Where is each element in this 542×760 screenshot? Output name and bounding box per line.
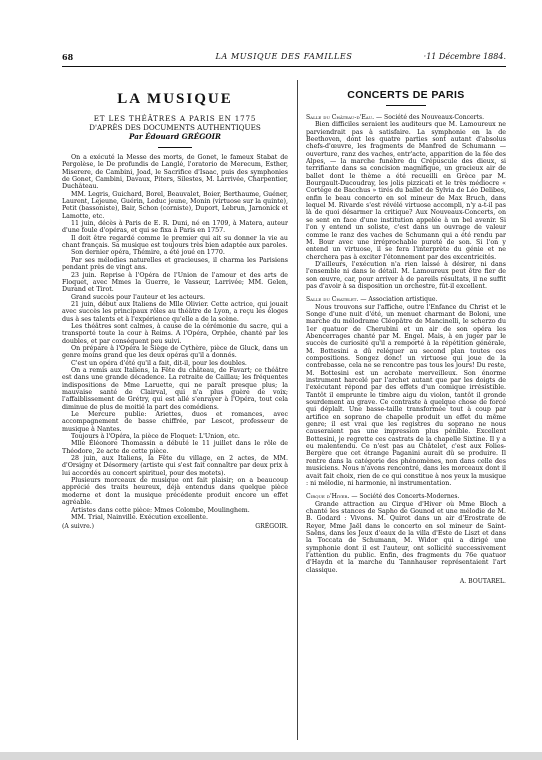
right-column-review: [306, 80, 506, 585]
article-paragraph: Par ses mélodies naturelles et gracieuses, il charma les Parisiens pendant près de vingt ans.: [62, 256, 288, 272]
page-number: 68: [62, 52, 74, 62]
review-paragraph: Nous trouvons sur l'affiche, outre l'Enfance du Christ et le Songe d'une nuit d'été, un menuet charmant de Boloni, une marche du mélodrame Cléopâtre de Mancinelli, le scherzo du 1er quatuor de Cherubini et un air de son opéra les Abencerrages chanté par M. Engel. Mais, à en juger par le succès de curiosité qu'il a remporté à la répétition générale, M. Bottesini a dû reléguer au second plan toutes ces compositions. Songez donc! un virtuose qui joue de la contrebasse, cela ne se rencontre pas tous les jours! Du reste, M. Bottesini est un acrobate merveilleux. Son énorme instrument harcelé par l'archet autant que par les doigts de l'exécutant répond par des effets d'un comique irrésistible. Tantôt il emprunte le timbre aigu du violon, tantôt il gronde sourdement au grave. Ce contraste à quelque chose de forcé qui déplaît. Une basse-taille transformée tout à coup par artifice en soprano de chapelle produit un effet du même genre; il est vrai que les registres du soprano ne nous causeraient pas une impression plus pénible. Excellent Bottesini, je regrette ces castrats de la chapelle Sixtine. Il y a eu malentendu. Ce n'est pas au Châtelet, c'est aux Folies-Bergère que cet étrange Paganini aurait dû se produire. Il rentre dans la catégorie des phénomènes, non dans celle des musiciens. Nous n'avons rencontré, dans les morceaux dont il avait fait choix, rien de ce qui constitue à nos yeux la musique : ni mélodie, ni harmonie, ni instrumentation.: [306, 303, 506, 487]
review-title: CONCERTS DE PARIS: [347, 89, 465, 101]
article-paragraph: Toujours à l'Opéra, la pièce de Floquet: L'Union, etc.: [71, 433, 240, 441]
article-paragraph: MM. Legris, Guichard, Borel, Beauvalet, Boier, Berthaume, Guéner, Laurent, Lejeune, Guérin, Leduc jeune, Monin (virtuose sur la quinte), Petit (bassoniste), Bair, Schon (corniste), Duport, Lebrun, Jarnonick et Lamotte, etc.: [62, 190, 288, 220]
article-paragraph: 23 juin. Reprise à l'Opéra de l'Union de l'amour et des arts de Floquet, avec Mmes la Guerre, le Vasseur, Larrivée; MM. Gelen, Durand et Tirot.: [62, 271, 288, 294]
article-paragraph: 28 juin, aux Italiens, la Fête du village, en 2 actes, de MM. d'Orsigny et Désormery (artiste qui s'est fait connaître par deux prix à lui accordés au concert spirituel, pour des motets).: [62, 455, 288, 477]
article-paragraph: Mlle Éléonore Thomassin a débuté le 11 juillet dans le rôle de Théodore, 2e acte de cette pièce.: [62, 440, 288, 455]
article-body: [62, 154, 288, 521]
article-source-line: D'APRÈS DES DOCUMENTS AUTHENTIQUES: [89, 123, 261, 132]
article-subtitle: ET LES THÉÂTRES A PARIS EN 1775: [93, 114, 257, 123]
article-paragraph: Artistes dans cette pièce: Mmes Colombe, Moulinghem.: [71, 506, 250, 514]
concert-section-heading: [306, 296, 506, 303]
article-paragraph: Le Mercure publie: Ariettes, duos et romances, avec accompagnement de basse chiffrée, par Lescot, professeur de musique à Nantes.: [62, 411, 288, 433]
article-title: LA MUSIQUE: [117, 91, 233, 107]
review-paragraph: Grande attraction au Cirque d'Hiver où Mme Bloch a chanté les stances de Sapho de Gounod et une mélodie de M. B. Godard : Vivons. M. Quirot dans un air d'Erostrate de Reyer, Mme Jaël dans le concerto en sol mineur de Saint-Saëns, dans les Jeux d'eaux de la villa d'Este de Liszt et dans la Toccata de Schumann, M. Widor qui a dirigé une symphonie dont il est l'auteur, ont sollicité successivement l'attention du public. Enfin, des fragments du 76e quatuor d'Haydn et la marche du Tannhauser représentaient l'art classique.: [306, 500, 506, 574]
left-column-article: [62, 80, 288, 531]
concert-venue: Salle du Château-d'Eau.: [306, 114, 375, 121]
concert-venue: Salle du Chatelet.: [306, 296, 359, 304]
article-paragraph: Plusieurs morceaux de musique ont fait plaisir; on a beaucoup apprécié des traits heureux, déjà entendus dans quelque pièce moderne et dont la musique précédente produit encore un effet agréable.: [62, 477, 288, 507]
article-paragraph: On a exécuté la Messe des morts, de Gonet, le fameux Stabat de Pergolèse, le De profundis de Langlé, l'oratorio de Merecum, Esther, Miserere, de Cambini, Joad, le Sacrifice d'Isaac, puis des symphonies de Gonet, Cambini, Davaux, Piters, Silestes, M. Larrivée, Charpentier, Duchâteau.: [62, 154, 288, 191]
review-signature: A. BOUTAREL.: [459, 577, 506, 585]
concert-society: — Association artistique.: [360, 296, 438, 304]
issue-date: ·11 Décembre 1884.: [423, 52, 506, 61]
article-paragraph: On prépare à l'Opéra le Siège de Cythère, pièce de Gluck, dans un genre moins grand que les deux opéras qu'il a donnés.: [62, 344, 288, 360]
concert-society: — Société des Concerts-Modernes.: [351, 493, 460, 501]
scan-bottom-edge: [0, 752, 542, 760]
author-signature: GRÉGOIR.: [255, 523, 288, 531]
article-paragraph: 21 juin, début aux Italiens de Mlle Olivier. Cette actrice, qui jouait avec succès les principaux rôles au théâtre de Lyon, a reçu les éloges dus à ses talents et à l'expérience qu'elle a de la scène.: [62, 300, 288, 323]
concert-section-heading: [306, 493, 506, 500]
article-paragraph: Les théâtres sont calmes, à cause de la cérémonie du sacre, qui a transporté toute la cour à Reims. A l'Opéra, Orphée, chanté par les doubles, et par conséquent peu suivi.: [62, 322, 288, 345]
article-paragraph: MM. Trial, Nainville. Exécution excellente.: [71, 513, 209, 521]
header-rule: [62, 66, 506, 67]
journal-title: LA MUSIQUE DES FAMILLES: [215, 52, 353, 61]
page-header: [62, 50, 506, 64]
article-paragraph: Il doit être regardé comme le premier qui ait su donner la vie au chant français. Sa musique est toujours très bien adaptée aux paroles.: [62, 234, 288, 250]
review-paragraph: Bien difficiles seraient les auditeurs que M. Lamoureux ne parviendrait pas à satisfaire. La symphonie en la de Beethoven, dont les quatre parties sont autant d'absolus chefs-d'œuvre, les fragments de Manfred de Schumann — ouverture, ranz des vaches, entr'acte, apparition de la fée des Alpes, — la marche funèbre du Crépuscule des dieux, si terrifiante dans sa concision magnifique, un gracieux air de ballet dont le thème a été recueilli en Grèce par M. Bourgault-Ducoudray, les jolis pizzicati et le très médiocre « Cortège de Bacchus » tirés du ballet de Sylvia de Léo Delibes, enfin le beau concerto en sol mineur de Max Bruch, dans lequel M. Rivarde s'est révélé virtuose accompli, n'y a-t-il pas là de quoi désarmer la critique? Aux Nouveaux-Concerts, on se sent en face d'une institution appelée à un bel avenir. Si l'on y entend un soliste, c'est dans un ouvrage de valeur comme le ranz des vaches de Schumann qui a été rendu par M. Bour avec une irréprochable pureté de son. Si l'on y entend un virtuose, il se fera l'interprète du génie et ne cherchera pas à exciter l'étonnement par des excentricités.: [306, 121, 506, 261]
title-rule: [158, 147, 192, 148]
concert-venue: Cirque d'Hiver.: [306, 493, 350, 501]
to-be-continued: (A suivre.): [62, 523, 94, 531]
article-byline: Par Édouard GRÉGOIR: [129, 132, 221, 141]
review-body: [306, 114, 506, 574]
review-paragraph: D'ailleurs, l'exécution n'a rien laissé à désirer, ni dans l'ensemble ni dans le détail. M. Lamoureux peut être fier de son œuvre, car, pour arriver à de pareils résultats, il ne suffit pas d'avoir à sa disposition un orchestre, fût-il excellent.: [306, 260, 506, 290]
concert-society: — Société des Nouveaux-Concerts.: [376, 114, 485, 121]
article-footer: [62, 523, 288, 530]
column-divider: [297, 80, 298, 740]
article-paragraph: Grand succès pour l'auteur et les acteurs.: [71, 293, 206, 301]
article-paragraph: 11 juin, décès à Paris de E. R. Duni, né en 1709, à Matera, auteur d'une foule d'opéras, et qui se fixa à Paris en 1757.: [62, 220, 288, 235]
article-paragraph: On a remis aux Italiens, la Fête du château, de Favart; ce théâtre est dans une grande décadence. La retraite de Caillau; les fréquentes indispositions de Mme Laruette, qui ne paraît presque plus; la mauvaise santé de Clairval, qui n'a plus guère de voix; l'affaiblissement de Grétry, qui est allé s'enrayer à l'Opéra, tout cela diminue de plus de moitié la part des comédiens.: [62, 366, 288, 411]
article-paragraph: Son dernier opéra, Thémire, a été joué en 1770.: [71, 249, 225, 257]
article-paragraph: C'est un opéra d'été qu'il a fait, dit-il, pour les doubles.: [71, 359, 247, 367]
concert-section-heading: [306, 114, 506, 121]
review-title-rule: [386, 105, 426, 106]
